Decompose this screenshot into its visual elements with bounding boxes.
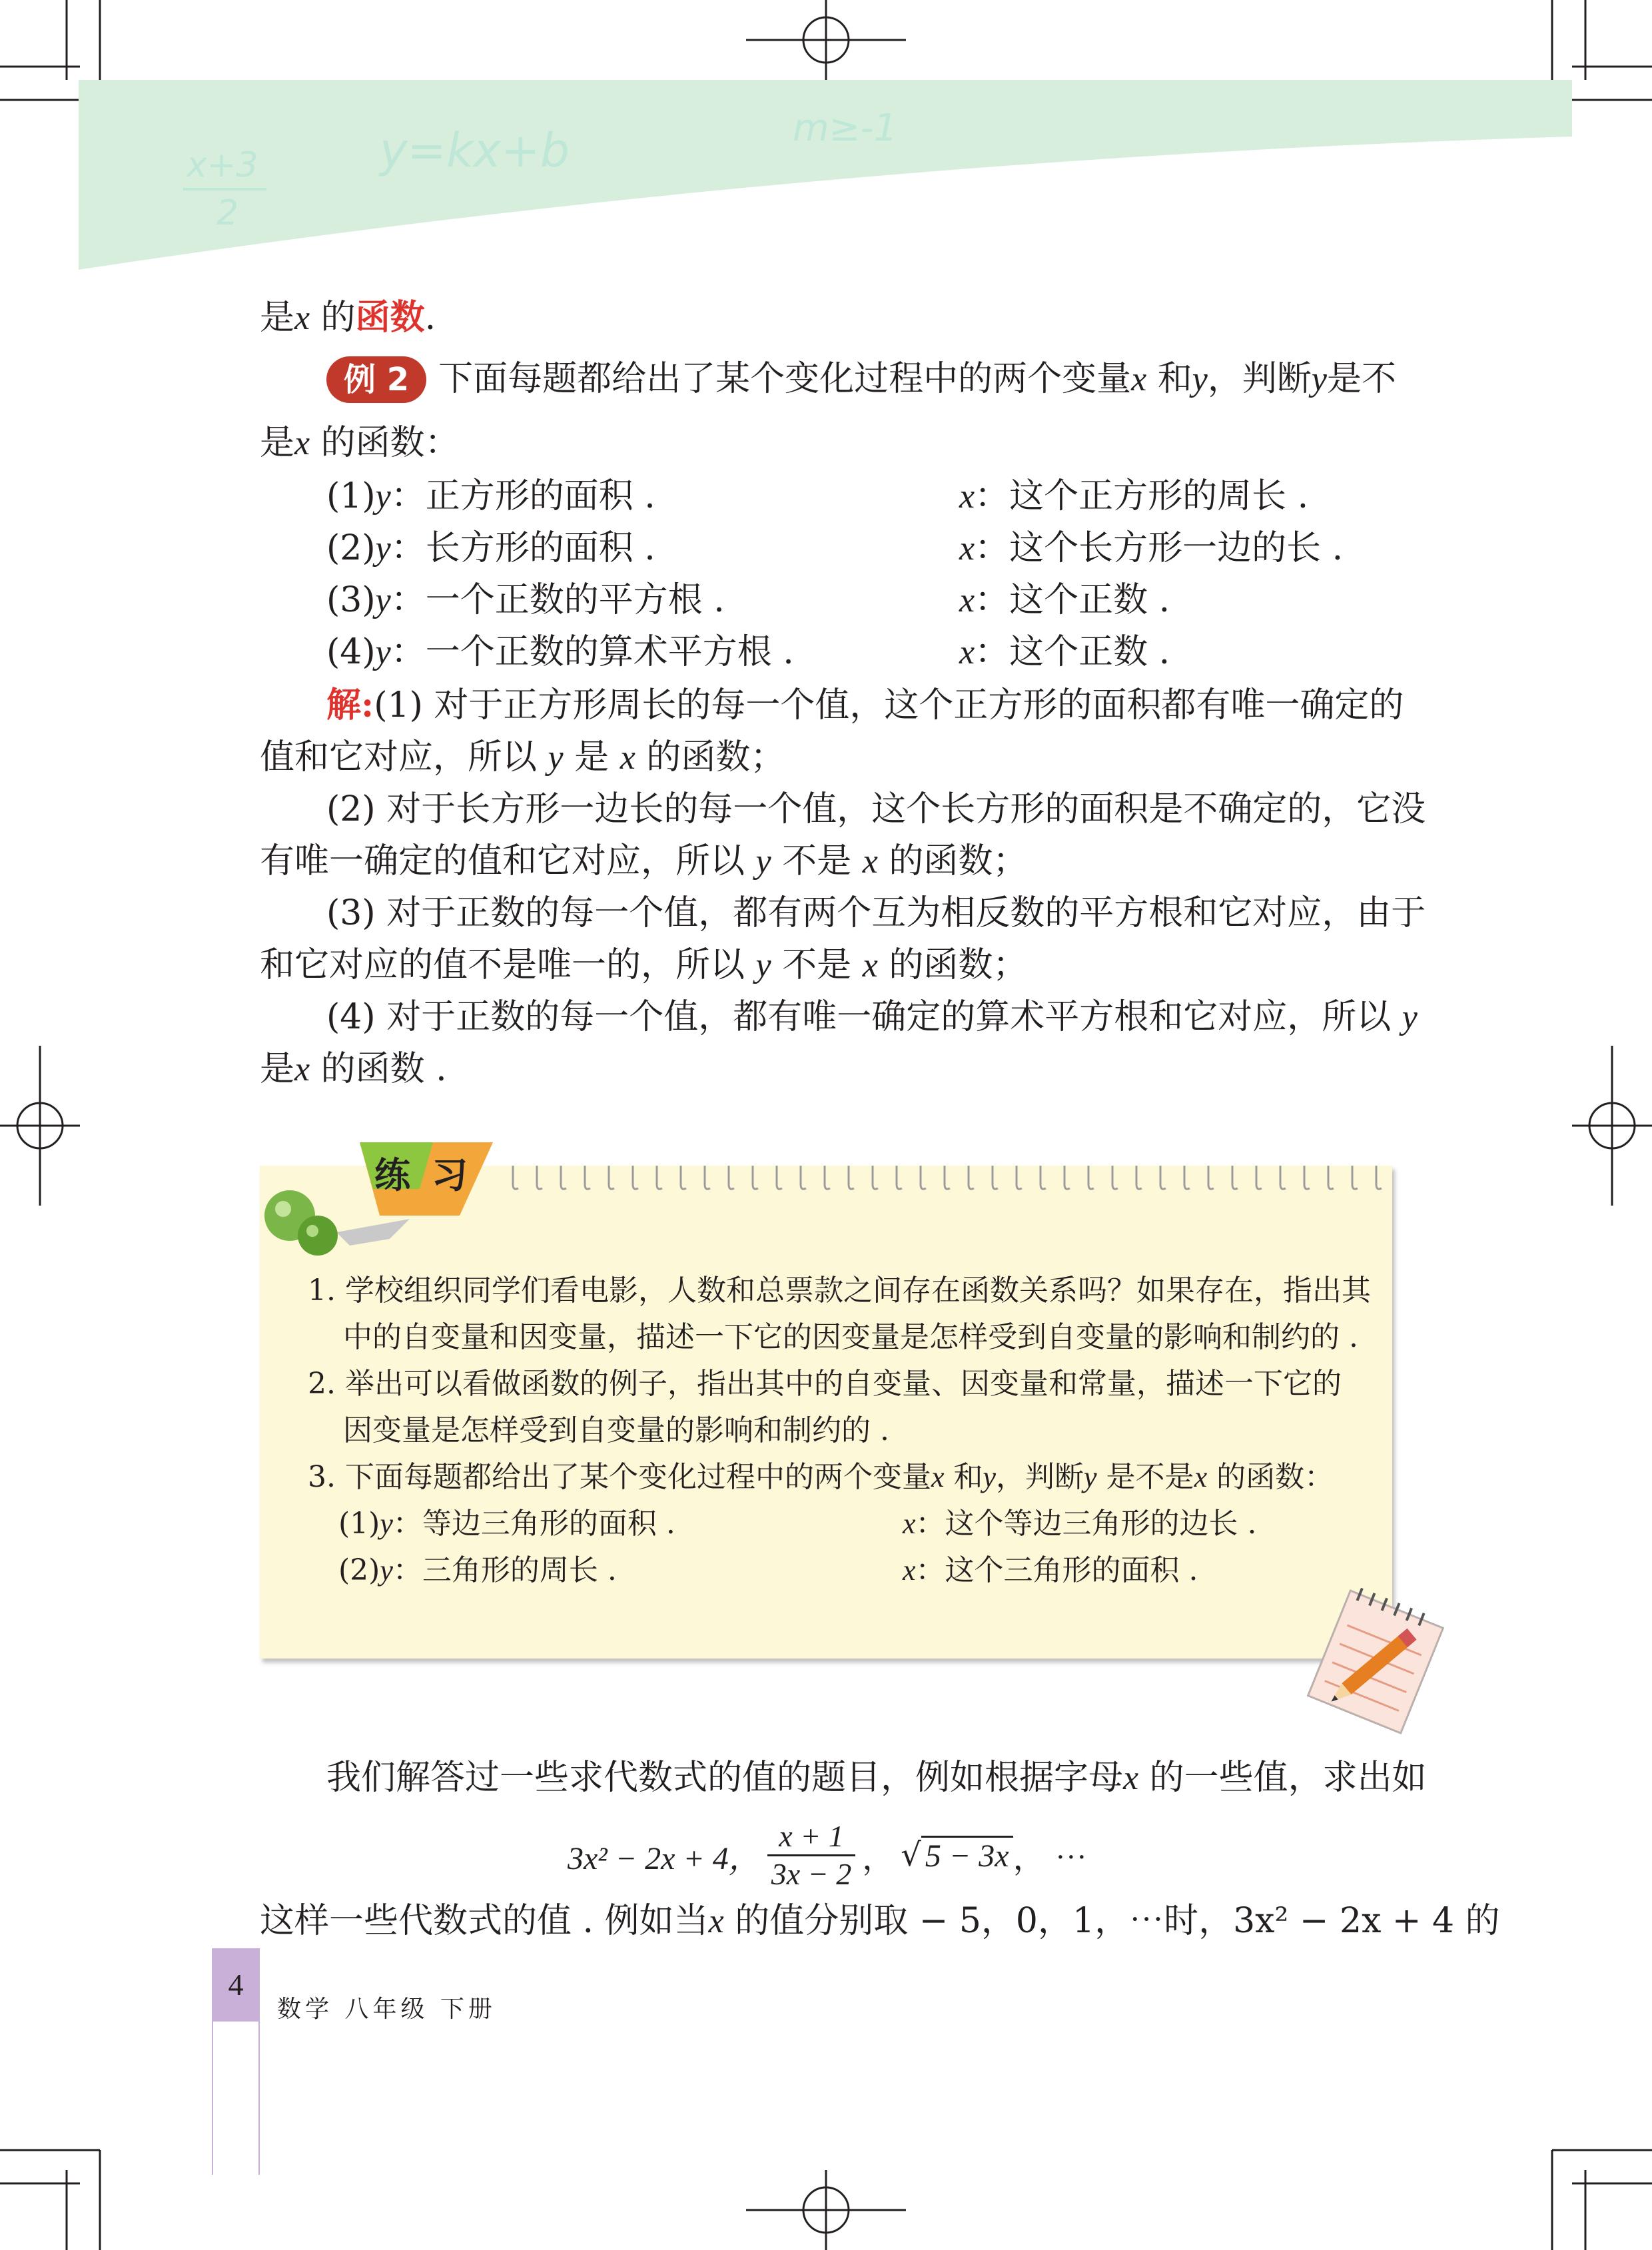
spiral-ring [1040,1166,1046,1189]
example-tag: 例 2 [326,356,426,403]
example-item: (3)y：一个正数的平方根 . [326,580,725,620]
spiral-ring [753,1166,758,1189]
spiral-ring [1208,1166,1214,1189]
spiral-ring [1088,1166,1094,1189]
practice-title-1: 练 [374,1154,410,1196]
spiral-ring [513,1166,518,1189]
spiral-ring [1064,1166,1070,1189]
solution-4a: (4) 对于正数的每一个值，都有唯一确定的算术平方根和它对应，所以 y [326,997,1418,1037]
book-title: 数学 八年级 下册 [277,1996,496,2023]
spiral-ring [1304,1166,1310,1189]
example-item: (4)y：一个正数的算术平方根 . [326,632,794,672]
spiral-ring [585,1166,590,1189]
example-item: (1)y：正方形的面积 . [326,476,655,516]
notepad-pencil-icon [1299,1585,1452,1738]
spiral-ring [1112,1166,1118,1189]
spiral-ring [993,1166,998,1189]
deco-fraction-bar [183,188,266,190]
spiral-ring [1232,1166,1238,1189]
practice-q2b: 因变量是怎样受到自变量的影响和制约的 . [343,1413,889,1447]
deco-formula-linear: y=kx+b [380,123,570,178]
spiral-ring [561,1166,566,1189]
spiral-ring [537,1166,542,1189]
spiral-ring [969,1166,974,1189]
spiral-ring [633,1166,638,1189]
example-item-x: x：这个正方形的周长 . [959,476,1309,516]
practice-q1a: 1. 学校组织同学们看电影，人数和总票款之间存在函数关系吗？如果存在，指出其 [308,1274,1371,1308]
deco-formula-denominator: 2 [216,193,239,233]
intro-line: 是x 的函数. [260,297,436,338]
solution-1b: 值和它对应，所以 y 是 x 的函数； [260,737,785,777]
spiral-ring [897,1166,902,1189]
solution-2a: (2) 对于长方形一边长的每一个值，这个长方形的面积是不确定的，它没 [326,789,1426,829]
practice-item: (2)y：三角形的周长 . [338,1553,617,1587]
spiral-ring [705,1166,710,1189]
closing-line-3: 这样一些代数式的值 . 例如当x 的值分别取 − 5，0，1，⋯时，3x² − 2x + 4 的 [260,1901,1500,1941]
example-item: (2)y：长方形的面积 . [326,528,655,568]
example-item-x: x：这个长方形一边的长 . [959,528,1344,568]
example-item-x: x：这个正数 . [959,632,1170,672]
practice-item-x: x：这个三角形的面积 . [903,1553,1198,1587]
spiral-ring [1136,1166,1142,1189]
spiral-ring [873,1166,878,1189]
deco-formula-inequality: m≥-1 [793,107,898,150]
sqrt-sign: √ [901,1836,921,1874]
solution-3b: 和它对应的值不是唯一的，所以 y 不是 x 的函数； [260,945,1028,985]
example-item-x: x：这个正数 . [959,580,1170,620]
spiral-ring [1352,1166,1358,1189]
practice-q2a: 2. 举出可以看做函数的例子，指出其中的自变量、因变量和常量，描述一下它的 [308,1367,1342,1401]
spiral-ring [921,1166,926,1189]
practice-q3: 3. 下面每题都给出了某个变化过程中的两个变量x 和y，判断y 是不是x 的函数： [308,1460,1334,1494]
solution-3a: (3) 对于正数的每一个值，都有两个互为相反数的平方根和它对应，由于 [326,893,1426,933]
expression-polynomial: 3x² − 2x + 4， [568,1840,761,1876]
practice-item: (1)y：等边三角形的面积 . [338,1507,675,1541]
spiral-ring [1376,1166,1382,1189]
spiral-ring [1017,1166,1022,1189]
practice-q1b: 中的自变量和因变量，描述一下它的因变量是怎样受到自变量的影响和制约的 . [343,1320,1358,1354]
spiral-ring [729,1166,734,1189]
spiral-ring [849,1166,854,1189]
practice-title-2: 习 [432,1154,468,1196]
practice-item-x: x：这个等边三角形的边长 . [903,1507,1257,1541]
spiral-ring [1160,1166,1166,1189]
spiral-ring [825,1166,830,1189]
spiral-ring [657,1166,662,1189]
page-number: 4 [228,1968,244,2002]
closing-line-1: 我们解答过一些求代数式的值的题目，例如根据字母x 的一些值，求出如 [326,1758,1427,1798]
deco-formula-numerator: x+3 [187,145,258,185]
expression-ellipsis: ， ⋯ [1013,1839,1087,1877]
expression-fraction [767,1818,855,1892]
spiral-ring [777,1166,782,1189]
pushpin-icon [256,1179,423,1266]
spiral-ring [1256,1166,1262,1189]
fraction-numerator: x + 1 [767,1818,855,1856]
spiral-ring [945,1166,950,1189]
spiral-ring [1328,1166,1334,1189]
solution-1a: 解:(1) 对于正方形周长的每一个值，这个正方形的面积都有唯一确定的 [326,685,1404,725]
solution-4b: 是x 的函数 . [260,1049,447,1089]
spiral-ring [681,1166,686,1189]
example-heading-cont: 是x 的函数： [260,423,460,463]
fraction-denominator: 3x − 2 [771,1856,852,1891]
spiral-ring [609,1166,614,1189]
page-tab-line [212,2022,260,2175]
spiral-ring [1280,1166,1286,1189]
example-heading: 例 2 下面每题都给出了某个变化过程中的两个变量x 和y，判断y是不 [326,353,1459,406]
spiral-ring [1184,1166,1190,1189]
closing-expressions [568,1815,1087,1895]
expression-separator: ， [862,1839,895,1877]
solution-2b: 有唯一确定的值和它对应，所以 y 不是 x 的函数； [260,841,1028,881]
expression-sqrt: 5 − 3x [921,1836,1013,1874]
spiral-ring [801,1166,806,1189]
solution-label: 解: [326,685,374,725]
